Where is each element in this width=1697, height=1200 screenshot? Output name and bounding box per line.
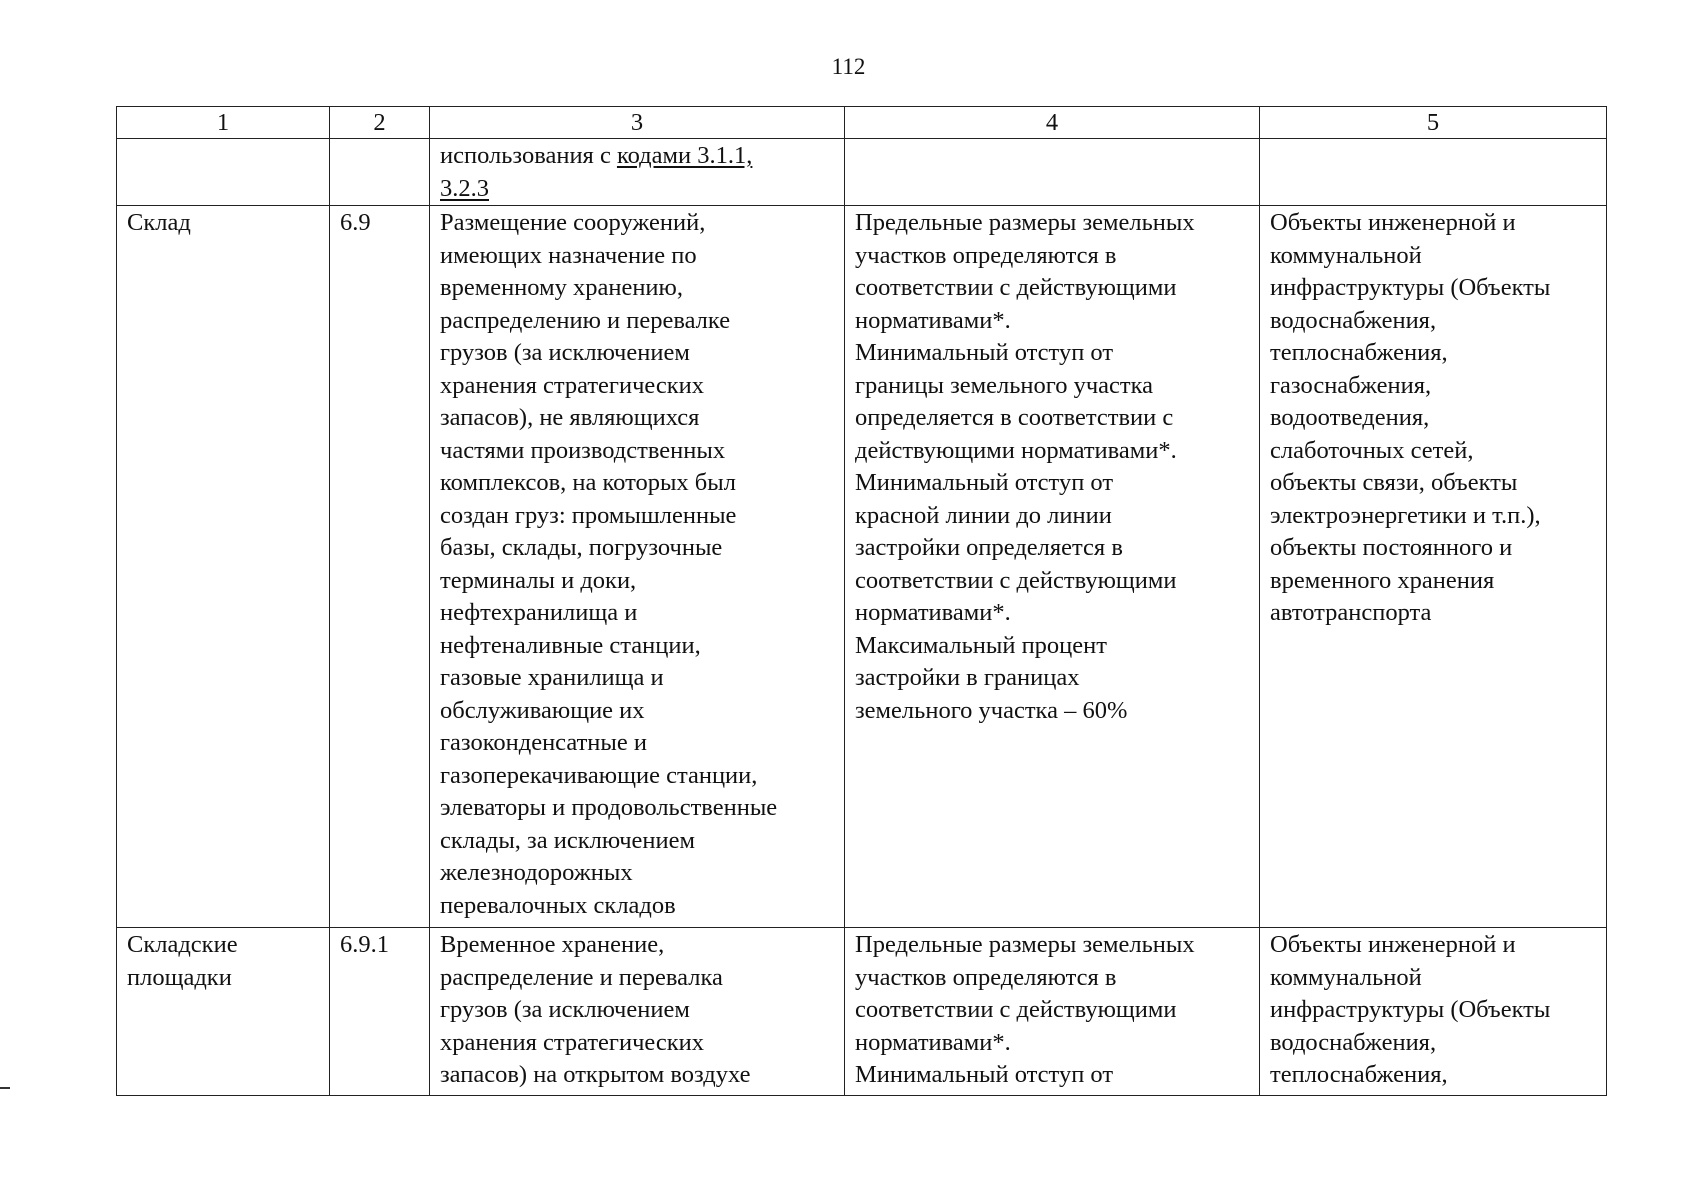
table-row-continuation — [117, 139, 1607, 206]
row-auxiliary-cell — [1260, 206, 1607, 928]
continuation-col-1 — [117, 139, 330, 206]
row-code-cell — [330, 206, 430, 928]
row-description: Размещение сооружений, имеющих назначение по временному хранению, распределению и перевалке грузов (за исключением хранения стратегических запасов), не являющихся частями производственных комплексов, на которых был создан груз: промышленные базы, склады, погрузочные терминалы и доки, нефтехранилища и нефтеналивные станции, газовые хранилища и обслуживающие их газоконденсатные и газоперекачивающие станции, элеваторы и продовольственные склады, за исключением железнодорожных перевалочных складов — [440, 209, 778, 919]
zoning-table — [116, 106, 1607, 1096]
row-name-cell — [117, 206, 330, 928]
table-row-sklad — [117, 206, 1607, 928]
header-col-4: 4 — [845, 107, 1260, 139]
row-parameters-cell — [845, 928, 1260, 1096]
header-col-3: 3 — [430, 107, 845, 139]
row-description-cell — [430, 206, 845, 928]
row-code: 6.9 — [340, 209, 371, 236]
table-header-row — [117, 107, 1607, 139]
continuation-text: использования с — [440, 142, 617, 169]
continuation-col-5 — [1260, 139, 1607, 206]
continuation-col-2 — [330, 139, 430, 206]
continuation-col-4 — [845, 139, 1260, 206]
row-name: Склад — [127, 209, 191, 236]
row-name-cell — [117, 928, 330, 1096]
row-code-cell — [330, 928, 430, 1096]
row-parameters: Предельные размеры земельных участков определяются в соответствии с действующими нормативами*. Минимальный отступ от границы земельного участка определяется в соответствии с действующими нормативами*. Минимальный отступ от красной линии до линии застройки определяется в соответствии с действующими нормативами*. Максимальный процент застройки в границах земельного участка – 60% — [855, 209, 1195, 724]
table-row-skladskie-ploshchadki — [117, 928, 1607, 1096]
row-description-cell — [430, 928, 845, 1096]
row-parameters-cell — [845, 206, 1260, 928]
header-col-2: 2 — [330, 107, 430, 139]
row-code: 6.9.1 — [340, 931, 389, 958]
row-name: Складские площадки — [127, 931, 238, 991]
continuation-col-3 — [430, 139, 845, 206]
row-description: Временное хранение, распределение и перевалка грузов (за исключением хранения стратегических запасов) на открытом воздухе — [440, 931, 751, 1088]
row-auxiliary: Объекты инженерной и коммунальной инфраструктуры (Объекты водоснабжения, теплоснабжения, газоснабжения, водоотведения, слаботочных сетей, объекты связи, объекты электроэнергетики и т.п.), объекты постоянного и временного хранения автотранспорта — [1270, 209, 1551, 626]
row-auxiliary: Объекты инженерной и коммунальной инфраструктуры (Объекты водоснабжения, теплоснабжения, — [1270, 931, 1551, 1088]
header-col-1: 1 — [117, 107, 330, 139]
row-parameters: Предельные размеры земельных участков определяются в соответствии с действующими нормативами*. Минимальный отступ от — [855, 931, 1195, 1088]
row-auxiliary-cell — [1260, 928, 1607, 1096]
header-col-5: 5 — [1260, 107, 1607, 139]
scan-edge-mark — [0, 1087, 10, 1089]
page-number: 112 — [831, 54, 866, 79]
codes-link[interactable]: кодами 3.1.1, 3.2.3 — [440, 142, 753, 202]
